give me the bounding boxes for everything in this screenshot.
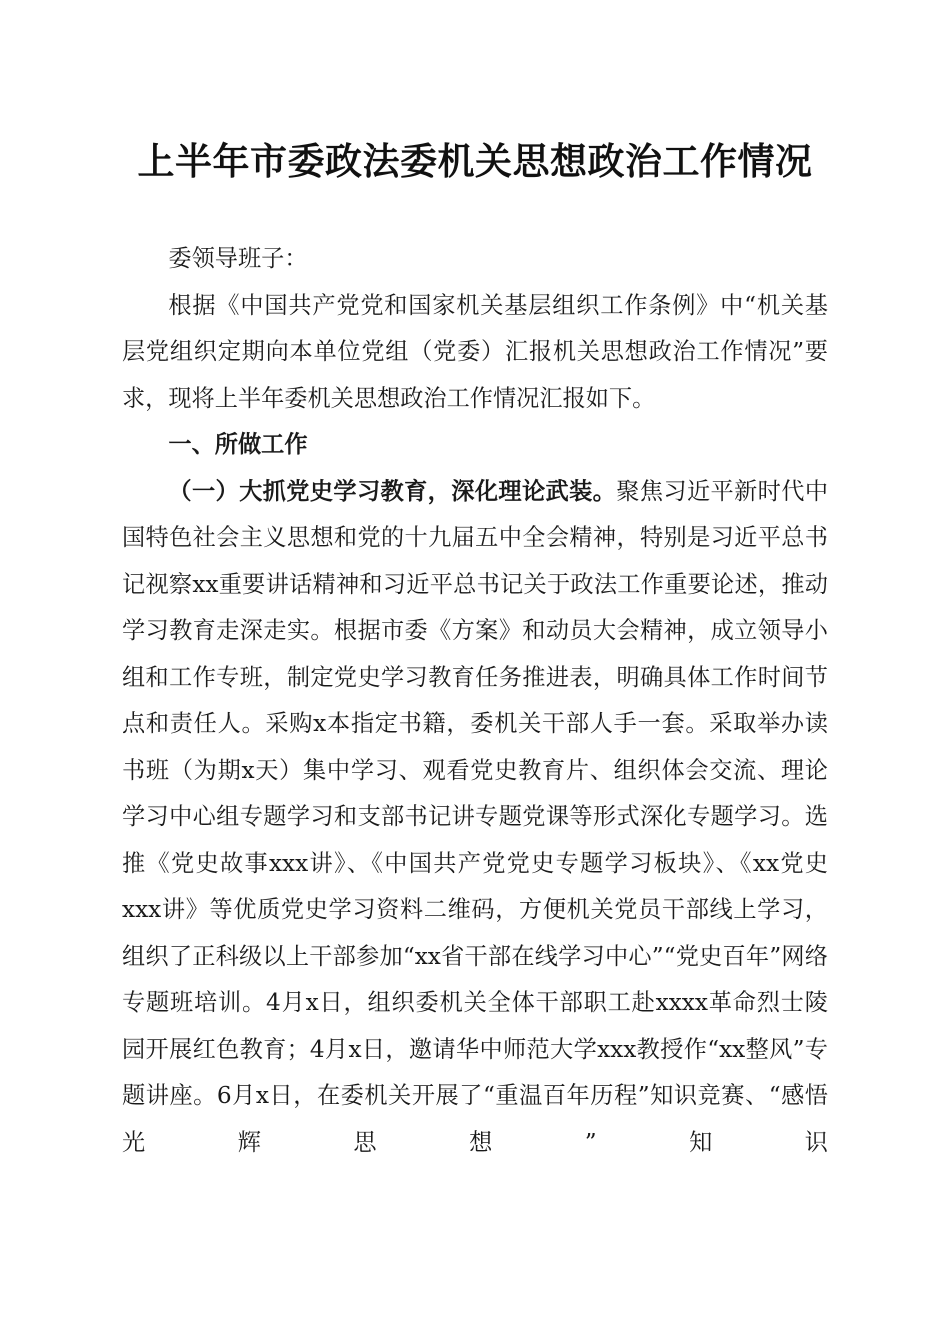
section-heading-1: 一、所做工作 bbox=[168, 431, 308, 458]
document-title: 上半年市委政法委机关思想政治工作情况 bbox=[137, 139, 813, 183]
item-1-body: 聚焦习近平新时代中国特色社会主义思想和党的十九届五中全会精神，特别是习近平总书记视察xx重要讲话精神和习近平总书记关于政法工作重要论述，推动学习教育走深走实。根据市委《方案》和动员大会精神，成立领导小组和工作专班，制定党史学习教育任务推进表，明确具体工作时间节点和责任人。采购x本指定书籍，委机关干部人手一套。采取举办读书班（为期x天）集中学习、观看党史教育片、组织体会交流、理论学习中心组专题学习和支部书记讲专题党课等形式深化专题学习。选推《党史故事xxx讲》、《中国共产党党史专题学习板块》、《xx党史xxx讲》等优质党史学习资料二维码，方便机关党员干部线上学习，组织了正科级以上干部参加“xx省干部在线学习中心”“党史百年”网络专题班培训。4月x日，组织委机关全体干部职工赴xxxx革命烈士陵园开展红色教育；4月x日，邀请华中师范大学xxx教授作“xx整风”专题讲座。6月x日，在委机关开展了“重温百年历程”知识竞赛、“感悟光辉思想”知识 bbox=[122, 477, 829, 1156]
item-1-lead: （一）大抓党史学习教育，深化理论武装。 bbox=[168, 477, 617, 505]
intro-paragraph: 根据《中国共产党党和国家机关基层组织工作条例》中“机关基层党组织定期向本单位党组（党委）汇报机关思想政治工作情况”要求，现将上半年委机关思想政治工作情况汇报如下。 bbox=[122, 291, 828, 412]
item-1-paragraph bbox=[122, 469, 828, 1167]
document-body bbox=[122, 236, 828, 1166]
salutation: 委领导班子： bbox=[168, 245, 308, 272]
